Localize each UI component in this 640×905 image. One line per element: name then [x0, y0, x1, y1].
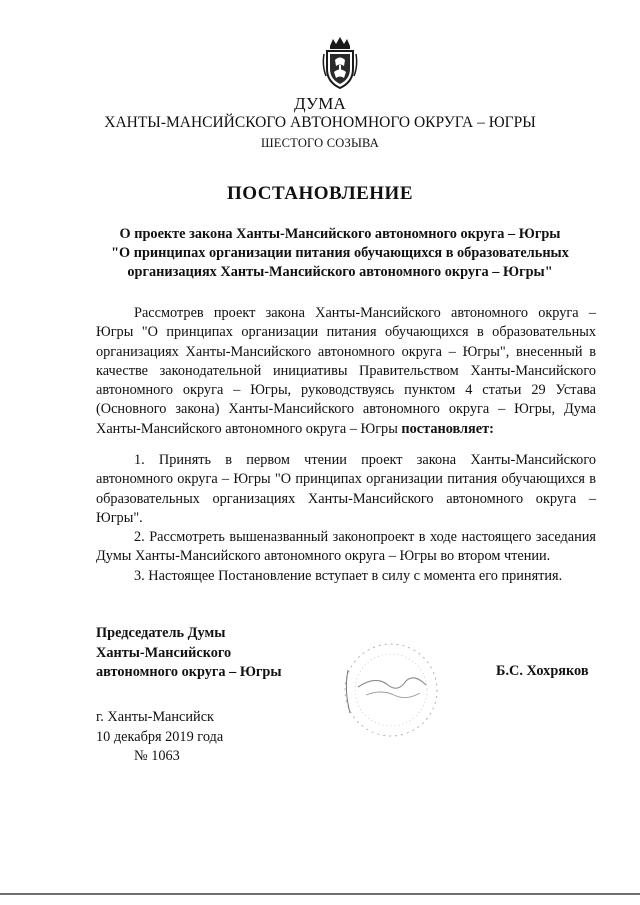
resolves-keyword: постановляет:: [401, 420, 494, 437]
resolution-item: 1. Принять в первом чтении проект закона Ханты-Мансийского автономного округа – Югры "О принципах организации питания обучающихся в образовательных организациях Ханты-Мансийского автономного округа – Югры".: [96, 452, 596, 526]
signatory-position-line: автономного округа – Югры: [96, 664, 282, 680]
preamble-paragraph: [96, 304, 596, 439]
okrug-heading: ХАНТЫ-МАНСИЙСКОГО АВТОНОМНОГО ОКРУГА – ЮГРЫ: [104, 114, 536, 131]
subject-line: О проекте закона Ханты-Мансийского автономного округа – Югры: [119, 226, 561, 242]
convocation-heading: ШЕСТОГО СОЗЫВА: [260, 136, 380, 150]
signatory-position-line: Председатель Думы: [96, 625, 226, 641]
issue-city: г. Ханты-Мансийск: [96, 709, 214, 725]
subject-line: организациях Ханты-Мансийского автономного округа – Югры": [127, 264, 553, 280]
subject-line: "О принципах организации питания обучающихся в образовательных: [111, 245, 569, 261]
document-subject: [90, 225, 590, 282]
issue-date: 10 декабря 2019 года: [96, 728, 224, 745]
resolution-item: 3. Настоящее Постановление вступает в силу с момента его принятия.: [134, 567, 563, 584]
preamble-text: Рассмотрев проект закона Ханты-Мансийского автономного округа – Югры "О принципах организации питания обучающихся в образовательных организациях Ханты-Мансийского автономного округа – Югры", внесенный в качестве законодательной инициативы Правительством Ханты-Мансийского автономного округа – Югры, руководствуясь пунктом 4 статьи 29 Устава (Основного закона) Ханты-Мансийского автономного округа – Югры, Дума Ханты-Мансийского автономного округа – Югры: [96, 305, 596, 437]
signatory-position-line: Ханты-Мансийского: [96, 644, 232, 661]
issue-details: [96, 708, 223, 767]
document-number: № 1063: [134, 748, 180, 764]
signatory-position: [96, 624, 282, 683]
duma-heading: ДУМА: [293, 94, 347, 113]
document-title: ПОСТАНОВЛЕНИЕ: [226, 183, 414, 204]
resolution-items: [96, 451, 596, 586]
coat-of-arms-icon: [322, 36, 358, 90]
signatory-name: Б.С. Хохряков: [496, 663, 589, 679]
official-seal-stamp: [336, 635, 446, 745]
scan-edge-line: [0, 893, 640, 895]
resolution-item: 2. Рассмотреть вышеназванный законопроект в ходе настоящего заседания Думы Ханты-Мансийского автономного округа – Югры во втором чтении.: [96, 529, 596, 565]
